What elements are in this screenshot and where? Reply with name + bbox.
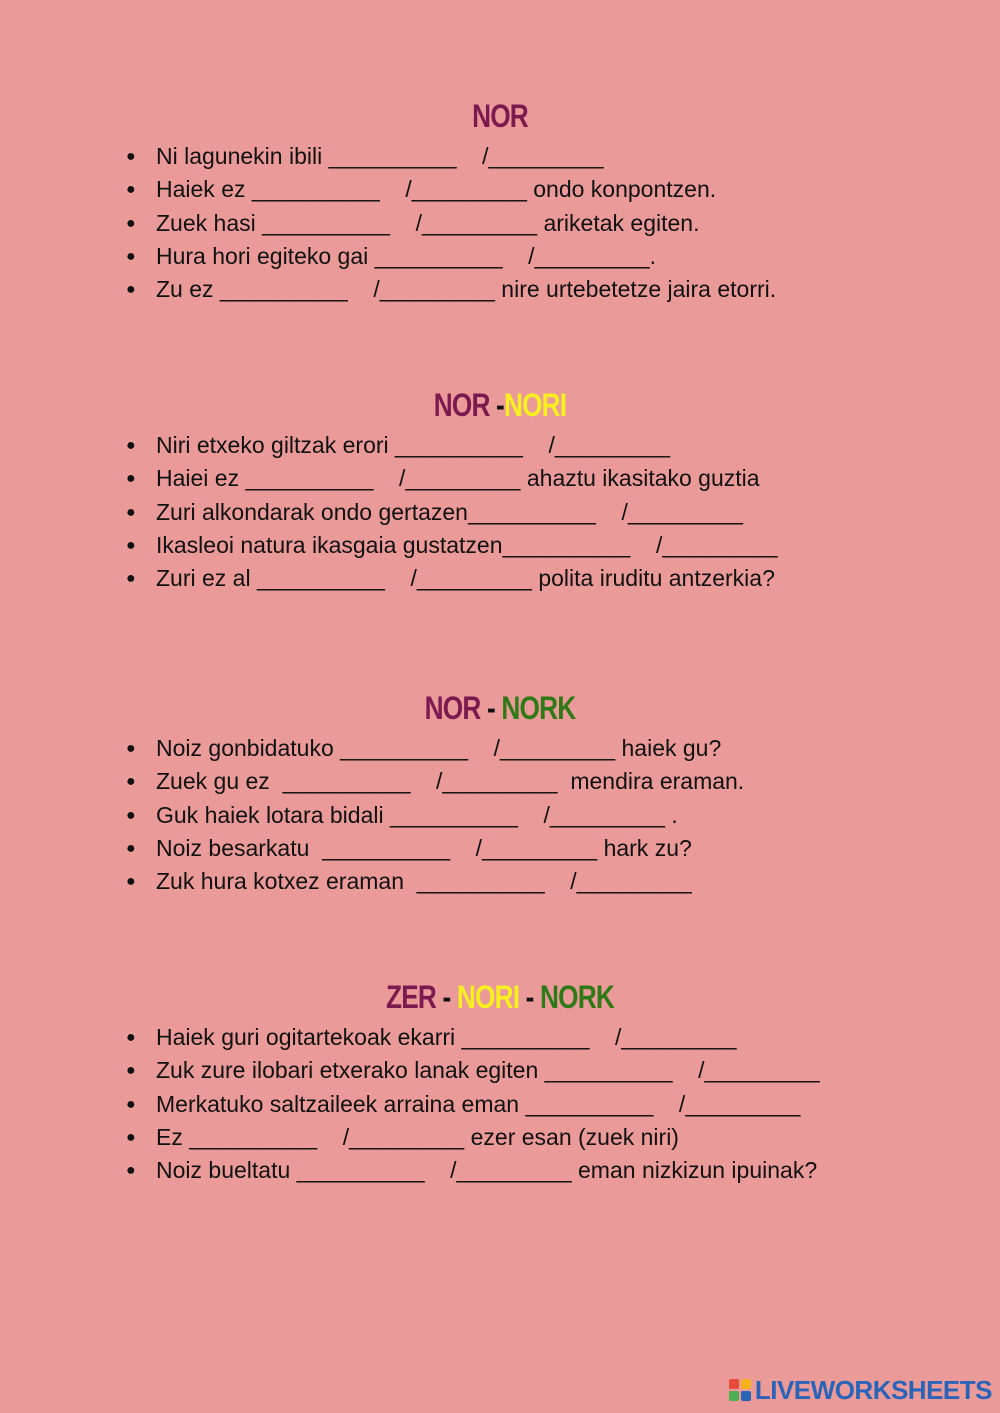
bullet: ● (126, 214, 136, 232)
exercise-item[interactable] (0, 529, 1000, 562)
section-nor-nori (0, 385, 1000, 595)
exercise-item[interactable] (0, 462, 1000, 495)
bullet: ● (126, 1095, 136, 1113)
exercise-text: Noiz besarkatu __________ /_________ hark zu? (156, 834, 692, 861)
exercise-item[interactable] (0, 429, 1000, 462)
heading-separator: - (480, 690, 502, 726)
exercise-item[interactable] (0, 732, 1000, 765)
exercise-item[interactable] (0, 865, 1000, 898)
section-heading (90, 688, 910, 728)
exercise-item[interactable] (0, 1054, 1000, 1087)
exercise-item[interactable] (0, 1088, 1000, 1121)
exercise-text: Noiz gonbidatuko __________ /_________ haiek gu? (156, 735, 722, 761)
section-nor-nork (0, 688, 1000, 898)
exercise-item[interactable] (0, 496, 1000, 529)
section-heading (90, 96, 910, 136)
bullet: ● (126, 281, 136, 299)
heading-zer: ZER (385, 979, 437, 1015)
liveworksheets-wordmark: LIVEWORKSHEETS (754, 1374, 992, 1405)
bullet: ● (126, 470, 136, 488)
exercise-text: Haiek ez __________ /_________ ondo konpontzen. (156, 176, 717, 203)
exercise-item[interactable] (0, 240, 1000, 273)
bullet: ● (126, 1029, 136, 1046)
bullet: ● (126, 148, 136, 165)
bullet: ● (126, 806, 136, 824)
exercise-item[interactable] (0, 140, 1000, 173)
exercise-item[interactable] (0, 1154, 1000, 1187)
exercise-item[interactable] (0, 273, 1000, 306)
exercise-text: Haiei ez __________ /_________ ahaztu ikasitako guztia (156, 465, 760, 492)
heading-separator: - (489, 387, 504, 423)
bullet: ● (126, 570, 136, 588)
bullet: ● (126, 839, 136, 857)
exercise-text: Noiz bueltatu __________ /_________ eman nizkizun ipuinak? (156, 1157, 818, 1184)
section-nor (0, 96, 1000, 306)
heading-nork: NORK (501, 690, 576, 726)
exercise-text: Haiek guri ogitartekoak ekarri __________ /_________ (156, 1024, 737, 1050)
exercise-text: Zuk zure ilobari etxerako lanak egiten __________ /_________ (156, 1057, 820, 1084)
exercise-item[interactable] (0, 799, 1000, 832)
bullet: ● (126, 536, 136, 554)
heading-nork: NORK (540, 979, 615, 1015)
exercise-list (0, 1021, 1000, 1187)
exercise-item[interactable] (0, 1021, 1000, 1054)
exercise-text: Zuri ez al __________ /_________ polita iruditu antzerkia? (156, 565, 775, 592)
exercise-item[interactable] (0, 765, 1000, 798)
heading-separator: - (436, 979, 457, 1015)
heading-nori: NORI (456, 979, 520, 1015)
exercise-text: Guk haiek lotara bidali __________ /_________ . (156, 801, 678, 828)
exercise-list (0, 429, 1000, 595)
section-heading (90, 385, 910, 425)
liveworksheets-mark-icon (729, 1379, 751, 1401)
exercise-text: Zuk hura kotxez eraman __________ /_________ (156, 868, 692, 895)
exercise-text: Hura hori egiteko gai __________ /_________. (156, 242, 657, 269)
exercise-text: Ikasleoi natura ikasgaia gustatzen__________ /_________ (156, 531, 778, 558)
heading-nori: NORI (503, 387, 567, 423)
exercise-item[interactable] (0, 1121, 1000, 1154)
exercise-text: Ez __________ /_________ ezer esan (zuek niri) (156, 1123, 679, 1150)
exercise-list (0, 732, 1000, 898)
bullet: ● (126, 181, 136, 199)
exercise-text: Merkatuko saltzaileek arraina eman __________ /_________ (156, 1090, 801, 1117)
heading-separator: - (519, 979, 541, 1015)
bullet: ● (126, 1162, 136, 1180)
bullet: ● (126, 1128, 136, 1146)
exercise-item[interactable] (0, 562, 1000, 595)
exercise-list (0, 140, 1000, 306)
bullet: ● (126, 873, 136, 891)
heading-nor: NOR (472, 98, 528, 134)
section-heading (90, 977, 910, 1017)
bullet: ● (126, 740, 136, 757)
heading-nor: NOR (433, 387, 490, 423)
exercise-item[interactable] (0, 832, 1000, 865)
exercise-item[interactable] (0, 207, 1000, 240)
bullet: ● (126, 1062, 136, 1080)
bullet: ● (126, 773, 136, 791)
heading-nor: NOR (424, 690, 481, 726)
bullet: ● (126, 437, 136, 454)
exercise-text: Ni lagunekin ibili __________ /_________ (156, 143, 604, 169)
exercise-text: Niri etxeko giltzak erori __________ /_________ (156, 432, 671, 458)
exercise-text: Zuek gu ez __________ /_________ mendira eraman. (156, 768, 745, 795)
exercise-item[interactable] (0, 173, 1000, 206)
exercise-text: Zuri alkondarak ondo gertazen__________ /_________ (156, 498, 743, 525)
exercise-text: Zu ez __________ /_________ nire urtebetetze jaira etorri. (156, 276, 777, 303)
section-zer-nori-nork (0, 977, 1000, 1187)
liveworksheets-logo[interactable] (729, 1375, 992, 1405)
bullet: ● (126, 247, 136, 265)
exercise-text: Zuek hasi __________ /_________ ariketak egiten. (156, 209, 700, 236)
bullet: ● (126, 503, 136, 521)
